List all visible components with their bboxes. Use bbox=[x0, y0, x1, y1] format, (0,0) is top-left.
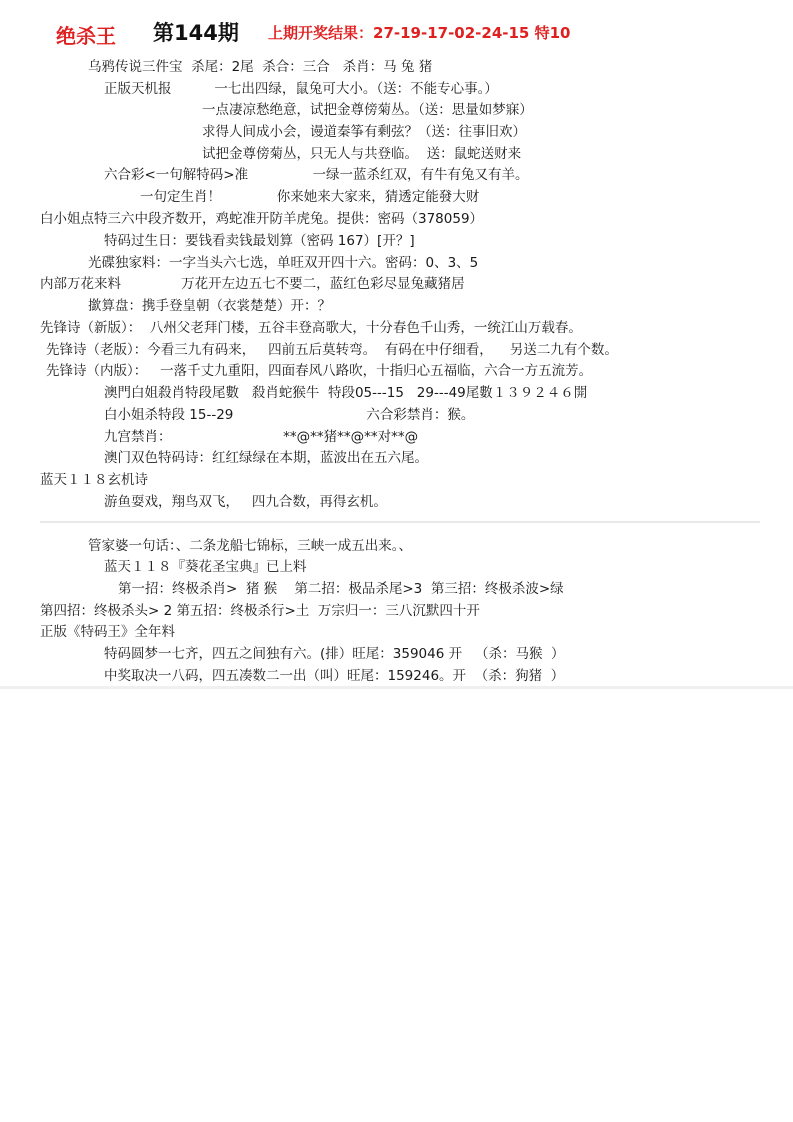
text-line: 蓝天１１８『葵花圣宝典』已上料 bbox=[104, 559, 307, 575]
text-line: 中奖取决一八码，四五凑数二一出（叫）旺尾：159246。开 （杀：狗猪 ） bbox=[104, 668, 565, 684]
text-line: 澳門白姐殺肖特段尾數 殺肖蛇猴牛 特段05---15 29---49尾數１３９２４６開 bbox=[104, 385, 588, 401]
text-line: 内部万花来料 万花开左边五七不要二，蓝红色彩尽显兔藏猪居 bbox=[40, 276, 465, 292]
text-line: 光碟独家料：一字当头六七选，单旺双开四十六。密码：0、3、5 bbox=[88, 255, 479, 271]
text-line: 九宫禁肖： **@**猪**@**对**@ bbox=[104, 429, 419, 445]
text-line: 一句定生肖！ 你来她来大家来，猜透定能發大财 bbox=[140, 189, 480, 205]
text-line: 正版《特码王》全年料 bbox=[40, 624, 175, 640]
text-line: 先锋诗（新版）： 八州父老拜门楼，五谷丰登高歌大，十分春色千山秀，一统江山万载春。 bbox=[40, 320, 582, 336]
text-line: 白小姐点特三六中段齐数开，鸡蛇准开防羊虎兔。提供：密码（378059） bbox=[40, 211, 484, 227]
text-line: 澳门双色特码诗：红红绿绿在本期，蓝波出在五六尾。 bbox=[104, 450, 428, 466]
text-line: 撳算盘：携手登皇朝（衣裳楚楚）开：？ bbox=[88, 298, 331, 314]
page-title: 绝杀王 bbox=[56, 24, 116, 48]
text-line: 乌鸦传说三件宝 杀尾：2尾 杀合：三合 杀肖：马 兔 猪 bbox=[88, 59, 433, 75]
text-line: 游鱼耍戏，翔鸟双飞， 四九合数，再得玄机。 bbox=[104, 494, 387, 510]
text-line: 特码过生日：要钱看卖钱最划算（密码 167）[开？] bbox=[104, 233, 415, 249]
text-line: 管家婆一句话：、二条龙船七锦标，三峡一成五出来。、 bbox=[88, 538, 412, 554]
text-line: 第一招：终极杀肖> 猪 猴 第二招：极品杀尾>3 第三招：终极杀波>绿 bbox=[118, 581, 564, 597]
text-line: 蓝天１１８玄机诗 bbox=[40, 472, 148, 488]
divider bbox=[0, 686, 793, 689]
last-result: 上期开奖结果：27-19-17-02-24-15 特10 bbox=[268, 24, 571, 42]
text-line: 试把金尊傍菊丛，只无人与共登临。 送：鼠蛇送财来 bbox=[202, 146, 522, 162]
text-line: 先锋诗（内版）： 一落千丈九重阳，四面春风八路吹，十指归心五福临，六合一方五流芳。 bbox=[46, 363, 593, 379]
text-line: 求得人间成小会，谩道秦筝有剩弦？（送：往事旧欢） bbox=[202, 124, 526, 140]
text-line: 六合彩<一句解特码>准 一绿一蓝杀红双，有牛有兔又有羊。 bbox=[104, 167, 529, 183]
divider bbox=[40, 521, 760, 523]
text-line: 特码圆梦一七齐，四五之间独有六。(排）旺尾：359046 开 （杀：马猴 ） bbox=[104, 646, 565, 662]
text-line: 先锋诗（老版）：今看三九有码来， 四前五后莫转弯。 有码在中仔细看， 另送二九有个数。 bbox=[46, 342, 618, 358]
issue-number: 第144期 bbox=[153, 21, 239, 45]
text-line: 第四招：终极杀头> 2 第五招：终极杀行>土 万宗归一：三八沉默四十开 bbox=[40, 603, 480, 619]
text-line: 正版天机报 一七出四绿，鼠兔可大小。（送：不能专心事。） bbox=[104, 81, 498, 97]
text-line: 白小姐杀特段 15--29 六合彩禁肖：猴。 bbox=[104, 407, 475, 423]
text-line: 一点凄凉愁绝意，试把金尊傍菊丛。（送：思量如梦寐） bbox=[202, 102, 533, 118]
